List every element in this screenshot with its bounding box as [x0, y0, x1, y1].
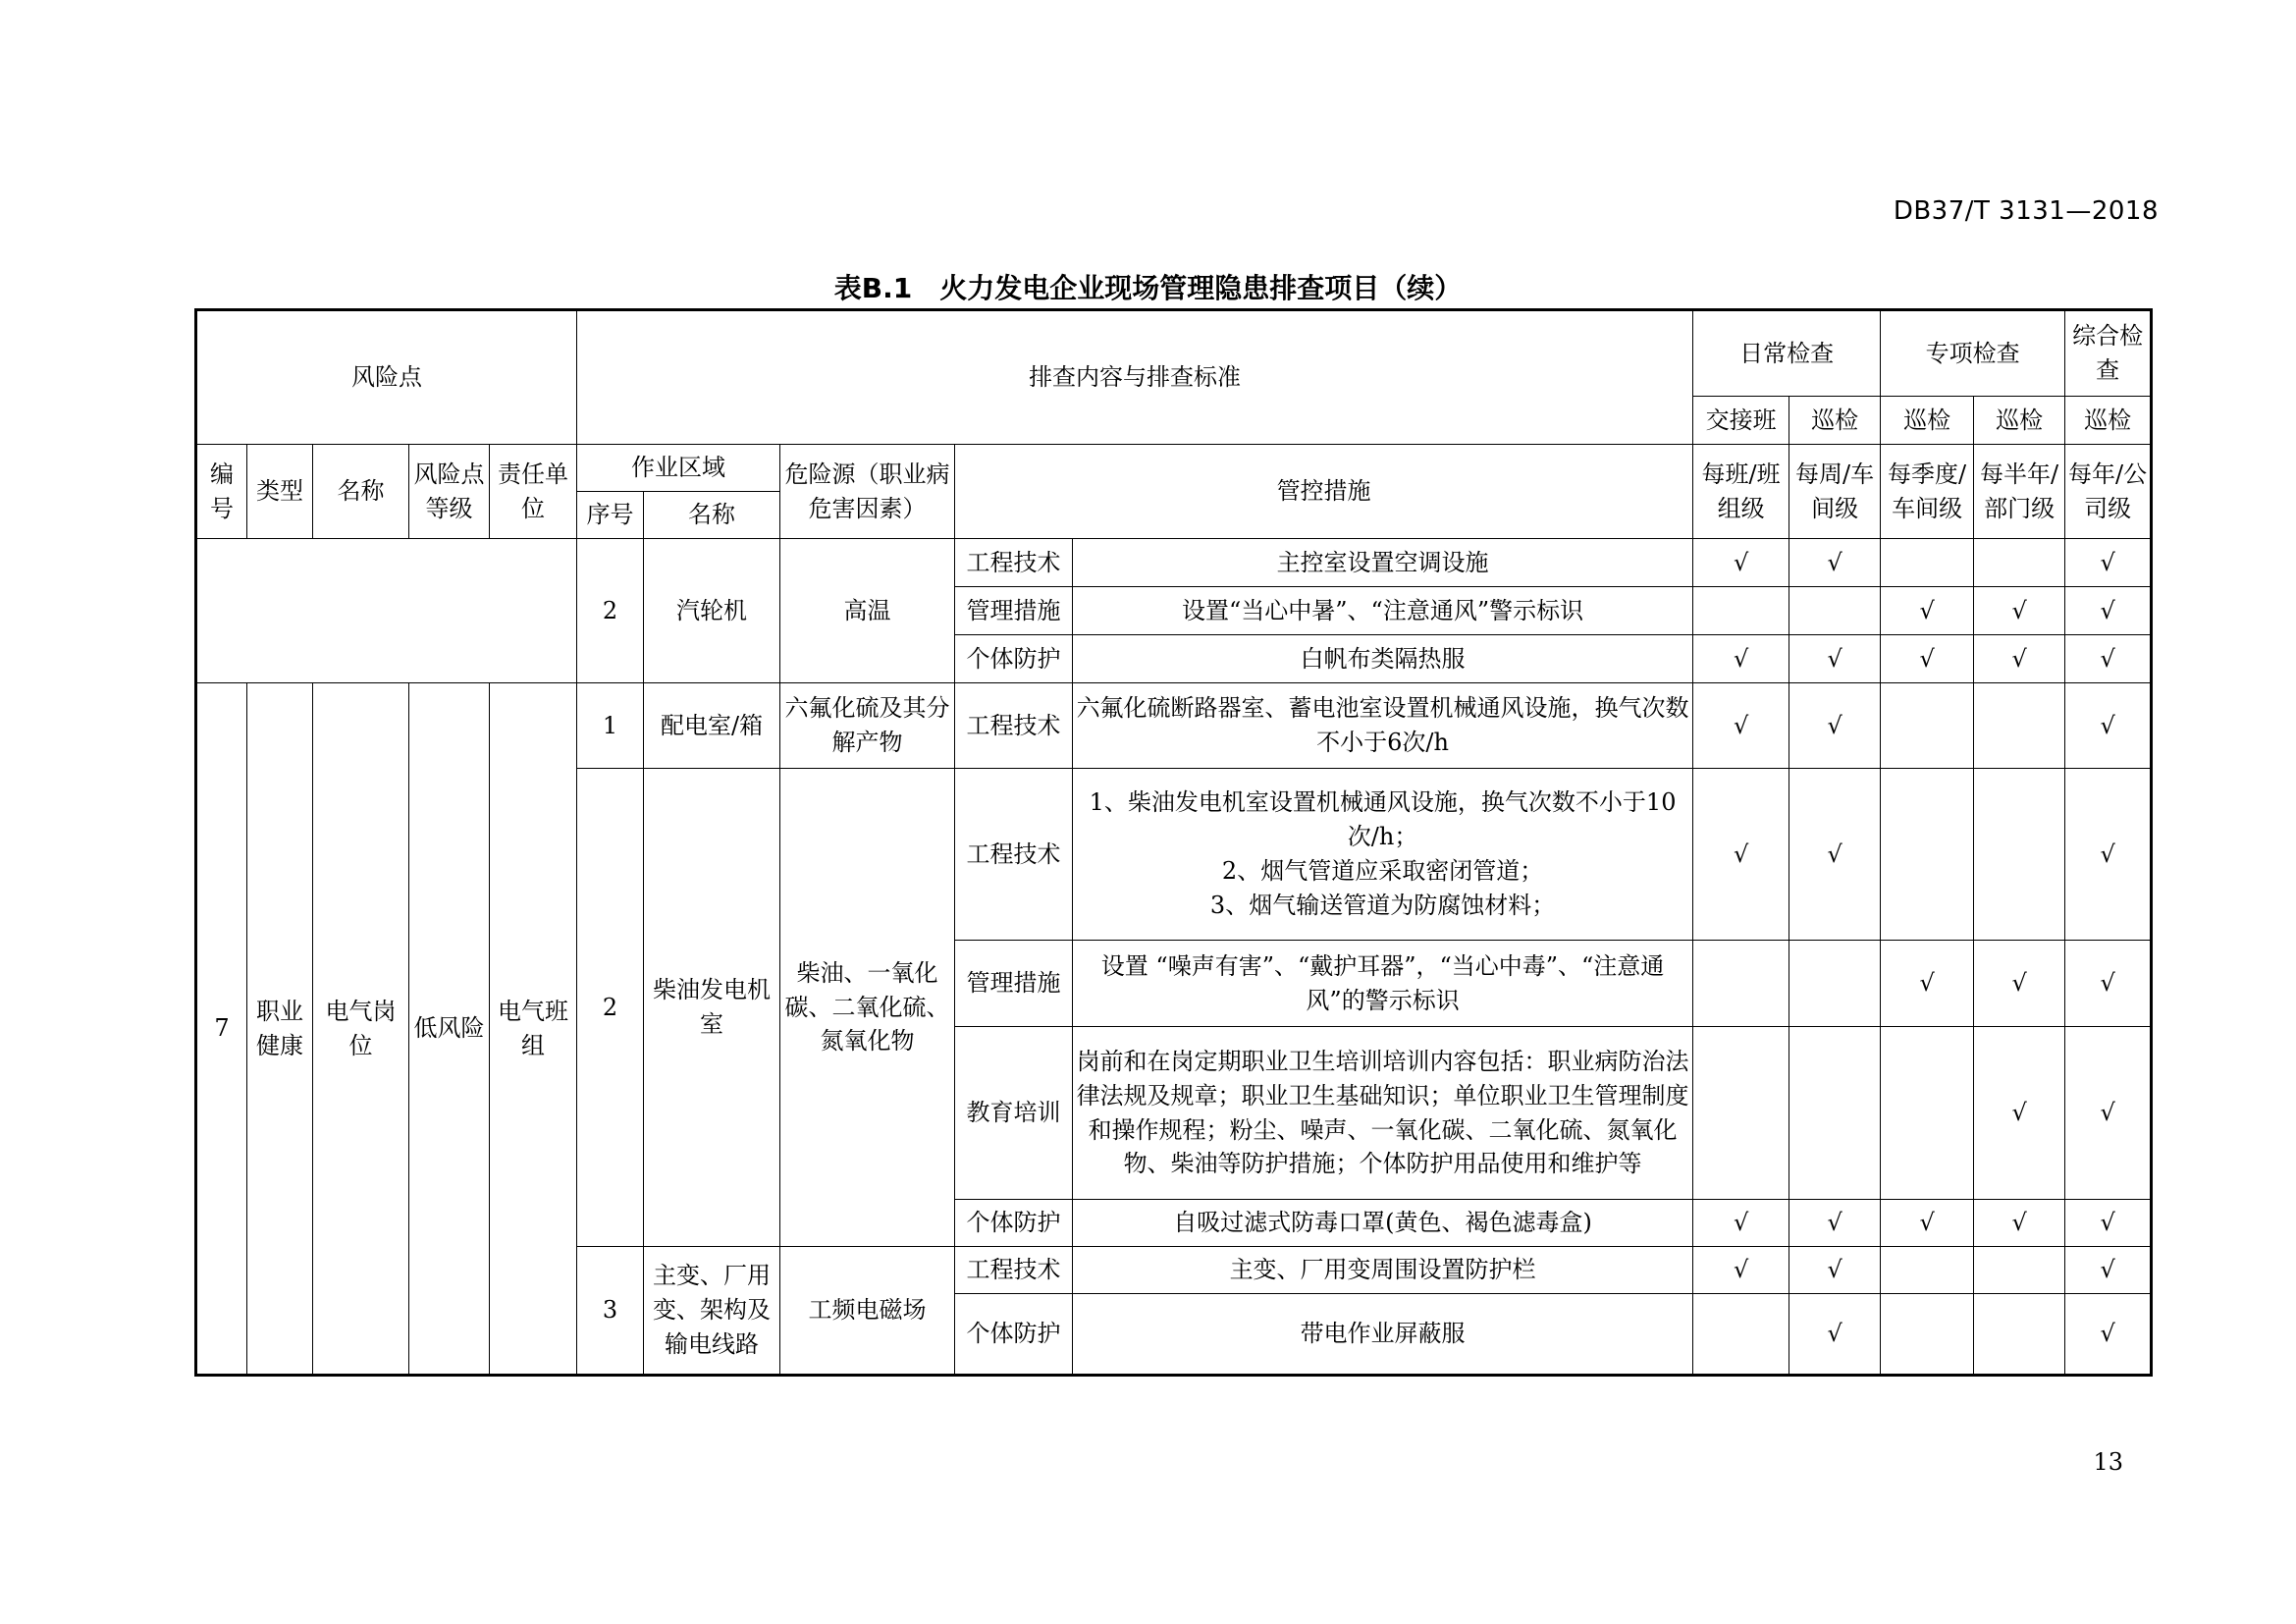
header-risk-level: 风险点等级 — [409, 445, 490, 539]
check-mark: √ — [2065, 539, 2152, 587]
measure-text: 自吸过滤式防毒口罩(黄色、褐色滤毒盒) — [1073, 1200, 1693, 1247]
check-mark: √ — [1881, 1200, 1974, 1247]
header-control-measures: 管控措施 — [955, 445, 1693, 539]
table-title: 表B.1 火力发电企业现场管理隐患排查项目（续） — [833, 272, 1463, 304]
measure-text: 设置 “噪声有害”、“戴护耳器”，“当心中毒”、“注意通风”的警示标识 — [1073, 941, 1693, 1027]
check-mark: √ — [1789, 539, 1881, 587]
header-frequency: 每半年/部门级 — [1974, 445, 2065, 539]
measure-category: 工程技术 — [955, 539, 1073, 587]
area-cell: 配电室/箱 — [644, 683, 780, 769]
check-mark: √ — [1789, 769, 1881, 941]
check-mark: √ — [1789, 683, 1881, 769]
header-type: 类型 — [247, 445, 313, 539]
header-frequency: 每年/公司级 — [2065, 445, 2152, 539]
measure-category: 工程技术 — [955, 1247, 1073, 1294]
check-mark: √ — [1974, 635, 2065, 683]
blank-risk-cell — [196, 539, 577, 683]
check-mark: √ — [2065, 587, 2152, 635]
responsible-unit: 电气班组 — [490, 683, 577, 1376]
measure-text: 六氟化硫断路器室、蓄电池室设置机械通风设施，换气次数不小于6次/h — [1073, 683, 1693, 769]
check-mark: √ — [1974, 941, 2065, 1027]
hazard-cell: 六氟化硫及其分解产物 — [780, 683, 955, 769]
hazard-cell: 高温 — [780, 539, 955, 683]
check-mark: √ — [1881, 941, 1974, 1027]
check-mark: √ — [2065, 683, 2152, 769]
check-mark: √ — [2065, 769, 2152, 941]
header-seq: 序号 — [577, 492, 644, 539]
hazard-cell: 工频电磁场 — [780, 1247, 955, 1376]
check-mark: √ — [1693, 1200, 1789, 1247]
inspection-table — [194, 308, 2153, 1377]
measure-category: 个体防护 — [955, 635, 1073, 683]
header-area-name: 名称 — [644, 492, 780, 539]
area-cell: 汽轮机 — [644, 539, 780, 683]
area-cell: 柴油发电机室 — [644, 769, 780, 1247]
header-patrol: 巡检 — [1789, 397, 1881, 445]
header-name: 名称 — [313, 445, 409, 539]
check-mark: √ — [1693, 539, 1789, 587]
check-mark: √ — [1789, 1294, 1881, 1376]
check-mark: √ — [1974, 587, 2065, 635]
header-frequency: 每季度/车间级 — [1881, 445, 1974, 539]
risk-level: 低风险 — [409, 683, 490, 1376]
check-mark: √ — [2065, 1200, 2152, 1247]
header-number: 编号 — [196, 445, 247, 539]
document-code: DB37/T 3131—2018 — [1893, 196, 2159, 226]
measure-category: 管理措施 — [955, 587, 1073, 635]
page-number: 13 — [2093, 1448, 2123, 1476]
check-mark: √ — [1881, 635, 1974, 683]
check-mark: √ — [2065, 941, 2152, 1027]
header-patrol: 巡检 — [2065, 397, 2152, 445]
header-risk-point: 风险点 — [196, 310, 577, 445]
measure-text: 白帆布类隔热服 — [1073, 635, 1693, 683]
header-hazard-source: 危险源（职业病危害因素） — [780, 445, 955, 539]
area-cell: 主变、厂用变、架构及输电线路 — [644, 1247, 780, 1376]
header-responsible-unit: 责任单位 — [490, 445, 577, 539]
risk-number: 7 — [196, 683, 247, 1376]
header-inspection-content: 排查内容与排查标准 — [577, 310, 1693, 445]
measure-category: 管理措施 — [955, 941, 1073, 1027]
measure-category: 工程技术 — [955, 769, 1073, 941]
seq-cell: 3 — [577, 1247, 644, 1376]
header-shift-handover: 交接班 — [1693, 397, 1789, 445]
measure-text: 主控室设置空调设施 — [1073, 539, 1693, 587]
measure-text: 岗前和在岗定期职业卫生培训培训内容包括：职业病防治法律法规及规章；职业卫生基础知识；单位职业卫生管理制度和操作规程；粉尘、噪声、一氧化碳、二氧化硫、氮氧化物、柴油等防护措施；个体防护用品使用和维护等 — [1073, 1027, 1693, 1200]
risk-name: 电气岗位 — [313, 683, 409, 1376]
check-mark: √ — [1789, 635, 1881, 683]
check-mark: √ — [1974, 1200, 2065, 1247]
header-patrol: 巡检 — [1881, 397, 1974, 445]
risk-type: 职业健康 — [247, 683, 313, 1376]
measure-text: 1、柴油发电机室设置机械通风设施，换气次数不小于10次/h； 2、烟气管道应采取密闭管道； 3、烟气输送管道为防腐蚀材料； — [1073, 769, 1693, 941]
check-mark: √ — [2065, 1027, 2152, 1200]
header-frequency: 每周/车间级 — [1789, 445, 1881, 539]
header-daily-check: 日常检查 — [1693, 310, 1881, 397]
header-work-area: 作业区域 — [577, 445, 780, 492]
measure-text: 带电作业屏蔽服 — [1073, 1294, 1693, 1376]
measure-text: 主变、厂用变周围设置防护栏 — [1073, 1247, 1693, 1294]
check-mark: √ — [2065, 635, 2152, 683]
measure-category: 教育培训 — [955, 1027, 1073, 1200]
seq-cell: 2 — [577, 769, 644, 1247]
check-mark: √ — [1974, 1027, 2065, 1200]
measure-category: 个体防护 — [955, 1200, 1073, 1247]
check-mark: √ — [1693, 635, 1789, 683]
check-mark: √ — [2065, 1247, 2152, 1294]
check-mark: √ — [1693, 1247, 1789, 1294]
seq-cell: 2 — [577, 539, 644, 683]
header-special-check: 专项检查 — [1881, 310, 2065, 397]
header-frequency: 每班/班组级 — [1693, 445, 1789, 539]
measure-text: 设置“当心中暑”、“注意通风”警示标识 — [1073, 587, 1693, 635]
header-patrol: 巡检 — [1974, 397, 2065, 445]
header-comprehensive-check: 综合检查 — [2065, 310, 2152, 397]
hazard-cell: 柴油、一氧化碳、二氧化硫、氮氧化物 — [780, 769, 955, 1247]
check-mark: √ — [2065, 1294, 2152, 1376]
check-mark: √ — [1789, 1200, 1881, 1247]
check-mark: √ — [1693, 683, 1789, 769]
measure-category: 个体防护 — [955, 1294, 1073, 1376]
check-mark: √ — [1693, 769, 1789, 941]
check-mark: √ — [1881, 587, 1974, 635]
seq-cell: 1 — [577, 683, 644, 769]
measure-category: 工程技术 — [955, 683, 1073, 769]
check-mark: √ — [1789, 1247, 1881, 1294]
